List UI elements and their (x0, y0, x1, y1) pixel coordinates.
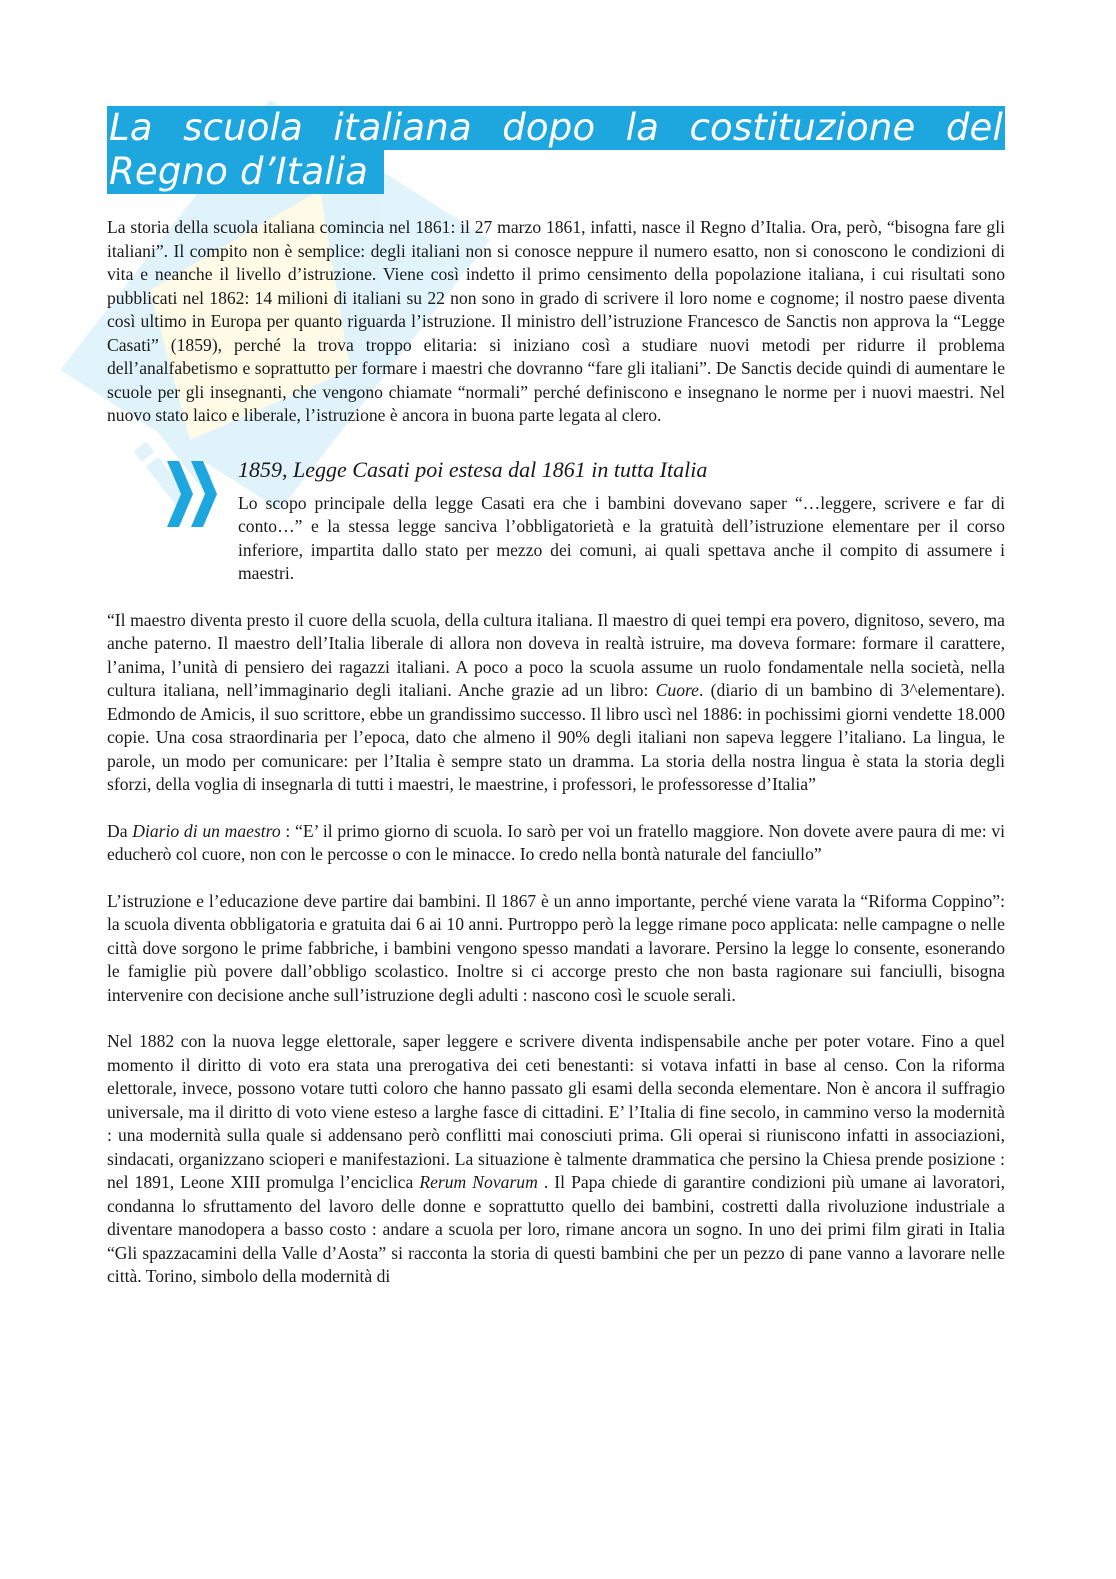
paragraph-1882-rest: . Il Papa chiede di garantire condizioni più umane ai lavoratori, condanna lo sfruttamento del lavoro delle donne e soprattutto quello dei bambini, costretti dalla rivoluzione industriale a diventare manodopera a basso costo : andare a scuola per loro, rimane ancora un sogno. In uno dei primi film girati in Italia “Gli spazzacamini della Valle d’Aosta” si racconta la storia di questi bambini che per un pezzo di pane vanno a lavorare nelle città. Torino, simbolo della modernità di (107, 1172, 1005, 1286)
paragraph-intro: La storia della scuola italiana comincia nel 1861: il 27 marzo 1861, infatti, nasce il Regno d’Italia. Ora, però, “bisogna fare gli italiani”. Il compito non è semplice: degli italiani non si conosce neppure il numero esatto, non si conoscono le condizioni di vita e neanche il livello d’istruzione. Viene così indetto il primo censimento della popolazione italiana, i cui risultati sono pubblicati nel 1862: 14 milioni di italiani su 22 non sono in grado di scrivere il loro nome e cognome; il nostro paese diventa così ultimo in Europa per quanto riguarda l’istruzione. Il ministro dell’istruzione Francesco de Sanctis non approva la “Legge Casati” (1859), perché la trova troppo elitaria: si iniziano così a studiare nuovi metodi per ridurre il problema dell’analfabetismo e soprattutto per formare i maestri che dovranno “fare gli italiani”. De Sanctis decide quindi di aumentare le scuole per gli insegnanti, che vengono chiamate “normali” perché definiscono e insegnano le norme per i nuovi maestri. Nel nuovo stato laico e liberale, l’istruzione è ancora in buona parte legata al clero. (107, 217, 1005, 425)
quote-title: 1859, Legge Casati poi estesa dal 1861 in tutta Italia (238, 456, 708, 482)
title-line-2: Regno d’Italia (107, 150, 384, 194)
title-line-1: La scuola italiana dopo la costituzione del (109, 106, 1003, 149)
book-title-diario: Diario di un maestro (132, 820, 281, 841)
book-title-rerum-novarum: Rerum Novarum (419, 1172, 538, 1192)
paragraph-diario-rest: : “E’ il primo giorno di scuola. Io sarò per voi un fratello maggiore. Non dovete avere paura di me: vi educherò col cuore, non con le percosse o con le minacce. Io credo nella bontà naturale del fanciullo” (107, 820, 1006, 864)
paragraph-maestro-text: “Il maestro diventa presto il cuore della scuola, della cultura italiana. Il maestro di quei tempi era povero, dignitoso, severo, ma anche paterno. Il maestro dell’Italia liberale di allora non doveva in realtà istruire, ma doveva formare: formare il carattere, l’anima, l’unità di pensiero dei ragazzi italiani. A poco a poco la scuola assume un ruolo fondamentale nella società, nella cultura italiana, nell’immaginario degli italiani. Anche grazie ad un libro: (107, 609, 1005, 700)
quote-text: Lo scopo principale della legge Casati era che i bambini dovevano saper “…leggere, scrivere e far di conto…” e la stessa legge sanciva l’obbligatorietà e la gratuità dell’istruzione elementare per il corso inferiore, impartita dallo stato per mezzo dei comuni, ai quali spettava anche il compito di assumere i maestri. (238, 492, 1005, 583)
book-title-cuore: Cuore (655, 680, 699, 700)
page-title (107, 106, 1005, 194)
paragraph-1882-text: Nel 1882 con la nuova legge elettorale, saper leggere e scrivere diventa indispensabile anche per poter votare. Fino a quel momento il diritto di voto era stata una prerogativa dei ceti benestanti: si votava infatti in base al censo. Con la riforma elettorale, invece, possono votare tutti coloro che hanno passato gli esami della seconda elementare. Non è ancora il suffragio universale, ma il diritto di voto viene esteso a larghe fasce di cittadini. E’ l’Italia di fine secolo, in cammino verso la modernità : una modernità sulla quale si addensano però conflitti mai conosciuti prima. Gli operai si riuniscono infatti in associazioni, sindacati, organizzano scioperi e manifestazioni. La situazione è talmente drammatica che persino la Chiesa prende posizione : nel 1891, Leone XIII promulga l’enciclica (107, 1031, 1005, 1192)
svg-text:il: il (118, 406, 233, 528)
paragraph-diario (107, 820, 1005, 867)
paragraph-maestro (107, 609, 1005, 797)
paragraph-coppino: L’istruzione e l’educazione deve partire dai bambini. Il 1867 è un anno importante, perché viene varata la “Riforma Coppino”: la scuola diventa obbligatoria e gratuita dai 6 ai 10 anni. Purtroppo però la legge rimane poco applicata: nelle campagne o nelle città dove sorgono le prime fabbriche, i bambini vengono spesso mandati a lavorare. Persino la legge lo consente, esonerando le famiglie più povere dall’obbligo scolastico. Inoltre si ci accorge presto che non basta ragionare sui fanciulli, bisogna intervenire con decisione anche sull’istruzione degli adulti : nascono così le scuole serali. (107, 890, 1005, 1005)
document-page (107, 106, 1005, 1289)
paragraph-maestro-rest: . (diario di un bambino di 3^elementare). Edmondo de Amicis, il suo scrittore, ebbe un grandissimo successo. Il libro uscì nel 1886: in pochissimi giorni vendette 18.000 copie. Una cosa straordinaria per l’epoca, dato che almeno il 90% degli italiani non sapeva leggere l’italiano. La lingua, le parole, un modo per comunicare: per l’Italia è sempre stato un dramma. La storia della nostra lingua è stata la storia degli sforzi, della voglia di insegnarla di tutti i maestri, le maestrine, i professori, le professoresse d’Italia” (107, 680, 1005, 794)
paragraph-1882 (107, 1030, 1005, 1289)
double-chevron-quote-icon (167, 461, 219, 527)
paragraph-diario-prefix: Da (107, 820, 133, 841)
quote-box (107, 456, 1005, 586)
